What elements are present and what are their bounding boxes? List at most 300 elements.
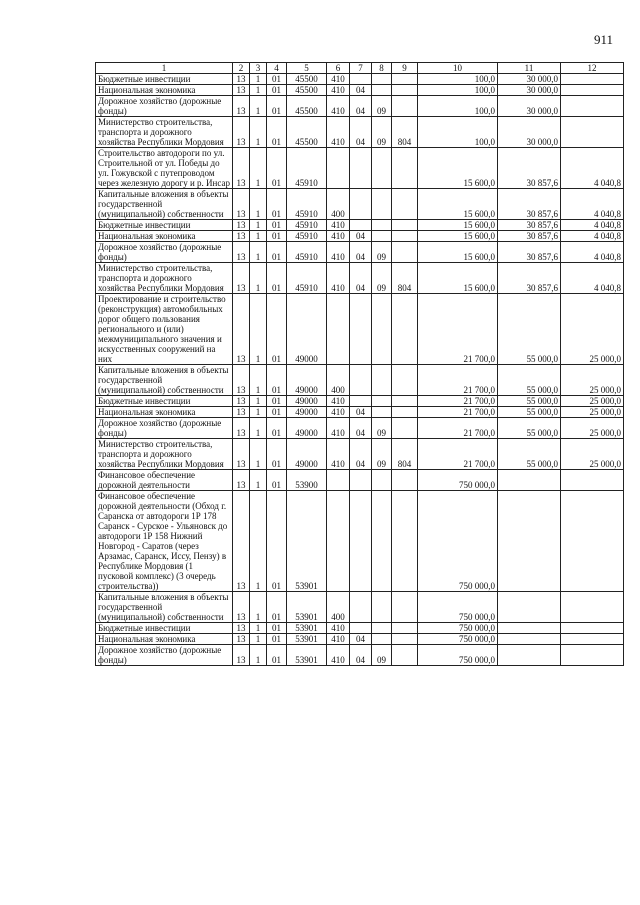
cell-col7 <box>350 189 372 220</box>
cell-col11: 30 000,0 <box>498 96 561 117</box>
cell-col10: 750 000,0 <box>418 623 498 634</box>
cell-col6: 410 <box>327 418 350 439</box>
cell-col3: 1 <box>250 263 267 294</box>
table-row <box>96 418 624 439</box>
cell-col10: 100,0 <box>418 96 498 117</box>
cell-col2: 13 <box>233 439 250 470</box>
cell-col10: 100,0 <box>418 85 498 96</box>
header-cell: 2 <box>233 63 250 74</box>
cell-col12: 25 000,0 <box>561 407 624 418</box>
cell-col11: 55 000,0 <box>498 418 561 439</box>
cell-col8 <box>372 407 392 418</box>
cell-col7: 04 <box>350 439 372 470</box>
row-name: Национальная экономика <box>96 85 233 96</box>
cell-col7 <box>350 74 372 85</box>
cell-col12 <box>561 96 624 117</box>
cell-col10: 15 600,0 <box>418 231 498 242</box>
page-number: 911 <box>593 32 613 47</box>
cell-col7: 04 <box>350 117 372 148</box>
cell-col9 <box>392 634 418 645</box>
cell-col7: 04 <box>350 231 372 242</box>
cell-col11: 55 000,0 <box>498 294 561 365</box>
cell-col4: 01 <box>267 407 287 418</box>
cell-col8 <box>372 634 392 645</box>
cell-col10: 750 000,0 <box>418 470 498 491</box>
cell-col3: 1 <box>250 189 267 220</box>
cell-col12: 4 040,8 <box>561 189 624 220</box>
table-row <box>96 645 624 666</box>
header-cell: 3 <box>250 63 267 74</box>
cell-col7 <box>350 592 372 623</box>
cell-col11: 30 000,0 <box>498 74 561 85</box>
cell-col8 <box>372 365 392 396</box>
row-name: Бюджетные инвестиции <box>96 396 233 407</box>
cell-col4: 01 <box>267 623 287 634</box>
cell-col4: 01 <box>267 231 287 242</box>
cell-col8 <box>372 74 392 85</box>
cell-col11 <box>498 634 561 645</box>
cell-col2: 13 <box>233 189 250 220</box>
cell-col6: 400 <box>327 189 350 220</box>
cell-col3: 1 <box>250 407 267 418</box>
table-row <box>96 117 624 148</box>
cell-col10: 21 700,0 <box>418 439 498 470</box>
cell-col8 <box>372 85 392 96</box>
table-row <box>96 148 624 189</box>
cell-col10: 21 700,0 <box>418 294 498 365</box>
table-row <box>96 407 624 418</box>
cell-col12: 25 000,0 <box>561 396 624 407</box>
cell-col2: 13 <box>233 623 250 634</box>
cell-col4: 01 <box>267 396 287 407</box>
table-row <box>96 189 624 220</box>
cell-col8 <box>372 470 392 491</box>
cell-col12 <box>561 645 624 666</box>
cell-col2: 13 <box>233 645 250 666</box>
cell-col12 <box>561 592 624 623</box>
cell-col12: 4 040,8 <box>561 231 624 242</box>
cell-col2: 13 <box>233 365 250 396</box>
cell-col12: 4 040,8 <box>561 242 624 263</box>
header-cell: 1 <box>96 63 233 74</box>
cell-col5: 45910 <box>287 263 327 294</box>
cell-col8 <box>372 491 392 592</box>
row-name: Финансовое обеспечение дорожной деятельности (Обход г. Саранска от автодороги 1Р 178 Саранск - Сурское - Ульяновск до автодороги 1Р 158 Нижний Новгород - Саратов (через Арзамас, Саранск, Иссу, Пензу) в Республике Мордовия (1 пусковой комплекс) (3 очередь строительства)) <box>96 491 233 592</box>
cell-col6: 410 <box>327 263 350 294</box>
cell-col10: 750 000,0 <box>418 634 498 645</box>
cell-col9: 804 <box>392 439 418 470</box>
table-row <box>96 439 624 470</box>
cell-col6: 410 <box>327 645 350 666</box>
cell-col8: 09 <box>372 418 392 439</box>
cell-col2: 13 <box>233 418 250 439</box>
cell-col5: 49000 <box>287 407 327 418</box>
header-cell: 11 <box>498 63 561 74</box>
cell-col12 <box>561 470 624 491</box>
cell-col2: 13 <box>233 470 250 491</box>
table-row <box>96 263 624 294</box>
row-name: Капитальные вложения в объекты государственной (муниципальной) собственности <box>96 592 233 623</box>
cell-col2: 13 <box>233 96 250 117</box>
cell-col4: 01 <box>267 294 287 365</box>
cell-col9 <box>392 623 418 634</box>
cell-col11: 30 857,6 <box>498 231 561 242</box>
cell-col4: 01 <box>267 645 287 666</box>
cell-col5: 53901 <box>287 623 327 634</box>
cell-col3: 1 <box>250 491 267 592</box>
cell-col10: 21 700,0 <box>418 396 498 407</box>
cell-col3: 1 <box>250 220 267 231</box>
cell-col6 <box>327 491 350 592</box>
cell-col4: 01 <box>267 148 287 189</box>
cell-col9: 804 <box>392 117 418 148</box>
cell-col10: 15 600,0 <box>418 263 498 294</box>
header-cell: 4 <box>267 63 287 74</box>
cell-col11: 55 000,0 <box>498 396 561 407</box>
cell-col8: 09 <box>372 96 392 117</box>
header-row <box>96 63 624 74</box>
cell-col10: 750 000,0 <box>418 491 498 592</box>
cell-col4: 01 <box>267 117 287 148</box>
table-row <box>96 85 624 96</box>
cell-col9 <box>392 407 418 418</box>
row-name: Министерство строительства, транспорта и дорожного хозяйства Республики Мордовия <box>96 439 233 470</box>
cell-col5: 45500 <box>287 74 327 85</box>
cell-col10: 15 600,0 <box>418 242 498 263</box>
row-name: Капитальные вложения в объекты государственной (муниципальной) собственности <box>96 189 233 220</box>
cell-col5: 49000 <box>287 439 327 470</box>
cell-col10: 15 600,0 <box>418 189 498 220</box>
cell-col4: 01 <box>267 74 287 85</box>
row-name: Капитальные вложения в объекты государственной (муниципальной) собственности <box>96 365 233 396</box>
cell-col12 <box>561 634 624 645</box>
cell-col5: 49000 <box>287 294 327 365</box>
cell-col8: 09 <box>372 242 392 263</box>
cell-col5: 45500 <box>287 85 327 96</box>
cell-col12: 25 000,0 <box>561 294 624 365</box>
cell-col10: 100,0 <box>418 117 498 148</box>
cell-col8 <box>372 623 392 634</box>
cell-col7 <box>350 623 372 634</box>
cell-col7: 04 <box>350 242 372 263</box>
cell-col5: 49000 <box>287 418 327 439</box>
cell-col9 <box>392 242 418 263</box>
table-row <box>96 634 624 645</box>
cell-col3: 1 <box>250 74 267 85</box>
cell-col5: 49000 <box>287 365 327 396</box>
header-cell: 10 <box>418 63 498 74</box>
table-row <box>96 294 624 365</box>
cell-col7 <box>350 220 372 231</box>
table-body <box>96 74 624 666</box>
cell-col8 <box>372 396 392 407</box>
cell-col8 <box>372 294 392 365</box>
cell-col7: 04 <box>350 96 372 117</box>
cell-col4: 01 <box>267 491 287 592</box>
row-name: Дорожное хозяйство (дорожные фонды) <box>96 645 233 666</box>
cell-col5: 49000 <box>287 396 327 407</box>
row-name: Дорожное хозяйство (дорожные фонды) <box>96 96 233 117</box>
cell-col6: 410 <box>327 96 350 117</box>
cell-col10: 15 600,0 <box>418 148 498 189</box>
cell-col12 <box>561 623 624 634</box>
cell-col2: 13 <box>233 231 250 242</box>
cell-col3: 1 <box>250 117 267 148</box>
table-row <box>96 220 624 231</box>
cell-col9 <box>392 96 418 117</box>
cell-col4: 01 <box>267 439 287 470</box>
cell-col5: 45910 <box>287 148 327 189</box>
cell-col7: 04 <box>350 418 372 439</box>
header-cell: 7 <box>350 63 372 74</box>
cell-col8 <box>372 189 392 220</box>
cell-col3: 1 <box>250 470 267 491</box>
cell-col9 <box>392 491 418 592</box>
cell-col8: 09 <box>372 117 392 148</box>
cell-col6: 410 <box>327 242 350 263</box>
cell-col8 <box>372 231 392 242</box>
cell-col5: 45500 <box>287 96 327 117</box>
cell-col9 <box>392 74 418 85</box>
cell-col2: 13 <box>233 396 250 407</box>
cell-col12 <box>561 85 624 96</box>
cell-col2: 13 <box>233 634 250 645</box>
cell-col10: 21 700,0 <box>418 407 498 418</box>
cell-col11: 30 857,6 <box>498 242 561 263</box>
header-cell: 5 <box>287 63 327 74</box>
cell-col6 <box>327 148 350 189</box>
cell-col4: 01 <box>267 242 287 263</box>
cell-col3: 1 <box>250 592 267 623</box>
header-cell: 6 <box>327 63 350 74</box>
cell-col9 <box>392 396 418 407</box>
cell-col4: 01 <box>267 189 287 220</box>
cell-col11: 30 000,0 <box>498 117 561 148</box>
cell-col3: 1 <box>250 96 267 117</box>
cell-col4: 01 <box>267 634 287 645</box>
cell-col10: 21 700,0 <box>418 365 498 396</box>
cell-col6: 410 <box>327 231 350 242</box>
cell-col9 <box>392 189 418 220</box>
cell-col7 <box>350 491 372 592</box>
cell-col6: 410 <box>327 85 350 96</box>
cell-col6 <box>327 294 350 365</box>
cell-col11 <box>498 623 561 634</box>
cell-col7: 04 <box>350 263 372 294</box>
cell-col3: 1 <box>250 365 267 396</box>
cell-col6: 410 <box>327 407 350 418</box>
cell-col5: 45910 <box>287 242 327 263</box>
cell-col11: 30 857,6 <box>498 148 561 189</box>
header-cell: 12 <box>561 63 624 74</box>
cell-col5: 53901 <box>287 645 327 666</box>
cell-col9 <box>392 294 418 365</box>
cell-col10: 100,0 <box>418 74 498 85</box>
cell-col4: 01 <box>267 263 287 294</box>
cell-col11: 30 857,6 <box>498 220 561 231</box>
cell-col6: 410 <box>327 220 350 231</box>
cell-col11: 30 857,6 <box>498 263 561 294</box>
cell-col11: 30 857,6 <box>498 189 561 220</box>
cell-col2: 13 <box>233 294 250 365</box>
cell-col5: 53900 <box>287 470 327 491</box>
cell-col6: 410 <box>327 74 350 85</box>
cell-col9 <box>392 231 418 242</box>
cell-col8 <box>372 592 392 623</box>
row-name: Национальная экономика <box>96 231 233 242</box>
cell-col12: 25 000,0 <box>561 418 624 439</box>
cell-col5: 45910 <box>287 231 327 242</box>
cell-col8: 09 <box>372 263 392 294</box>
cell-col8 <box>372 220 392 231</box>
row-name: Дорожное хозяйство (дорожные фонды) <box>96 242 233 263</box>
cell-col9 <box>392 220 418 231</box>
cell-col9 <box>392 148 418 189</box>
cell-col4: 01 <box>267 418 287 439</box>
cell-col2: 13 <box>233 117 250 148</box>
cell-col3: 1 <box>250 231 267 242</box>
cell-col7: 04 <box>350 85 372 96</box>
cell-col6 <box>327 470 350 491</box>
table-row <box>96 231 624 242</box>
cell-col2: 13 <box>233 263 250 294</box>
row-name: Дорожное хозяйство (дорожные фонды) <box>96 418 233 439</box>
cell-col2: 13 <box>233 85 250 96</box>
cell-col11: 30 000,0 <box>498 85 561 96</box>
cell-col6: 410 <box>327 396 350 407</box>
cell-col5: 45910 <box>287 189 327 220</box>
cell-col11 <box>498 645 561 666</box>
cell-col3: 1 <box>250 396 267 407</box>
row-name: Министерство строительства, транспорта и дорожного хозяйства Республики Мордовия <box>96 263 233 294</box>
table-row <box>96 365 624 396</box>
cell-col4: 01 <box>267 220 287 231</box>
row-name: Национальная экономика <box>96 634 233 645</box>
cell-col10: 21 700,0 <box>418 418 498 439</box>
row-name: Строительство автодороги по ул. Строительной от ул. Победы до ул. Гожувской с путепроводом через железную дорогу и р. Инсар <box>96 148 233 189</box>
cell-col12 <box>561 74 624 85</box>
cell-col11 <box>498 592 561 623</box>
row-name: Бюджетные инвестиции <box>96 74 233 85</box>
table-row <box>96 491 624 592</box>
cell-col9 <box>392 365 418 396</box>
cell-col7: 04 <box>350 407 372 418</box>
cell-col6: 410 <box>327 439 350 470</box>
header-cell: 9 <box>392 63 418 74</box>
cell-col6: 400 <box>327 592 350 623</box>
cell-col11 <box>498 491 561 592</box>
cell-col3: 1 <box>250 623 267 634</box>
cell-col5: 53901 <box>287 491 327 592</box>
cell-col7 <box>350 294 372 365</box>
cell-col10: 15 600,0 <box>418 220 498 231</box>
cell-col9 <box>392 645 418 666</box>
cell-col4: 01 <box>267 85 287 96</box>
cell-col7 <box>350 470 372 491</box>
table-row <box>96 96 624 117</box>
table-row <box>96 623 624 634</box>
cell-col6: 410 <box>327 623 350 634</box>
cell-col3: 1 <box>250 439 267 470</box>
row-name: Финансовое обеспечение дорожной деятельности <box>96 470 233 491</box>
cell-col2: 13 <box>233 242 250 263</box>
cell-col5: 45910 <box>287 220 327 231</box>
table-row <box>96 592 624 623</box>
cell-col6: 400 <box>327 365 350 396</box>
cell-col2: 13 <box>233 148 250 189</box>
cell-col12: 25 000,0 <box>561 365 624 396</box>
row-name: Проектирование и строительство (реконструкция) автомобильных дорог общего пользования регионального и (или) межмуниципального значения и искусственных сооружений на них <box>96 294 233 365</box>
cell-col3: 1 <box>250 242 267 263</box>
table-row <box>96 470 624 491</box>
cell-col2: 13 <box>233 220 250 231</box>
cell-col9 <box>392 592 418 623</box>
budget-table <box>95 62 624 666</box>
cell-col10: 750 000,0 <box>418 592 498 623</box>
table-header <box>96 63 624 74</box>
cell-col3: 1 <box>250 634 267 645</box>
cell-col7 <box>350 396 372 407</box>
cell-col4: 01 <box>267 470 287 491</box>
cell-col11: 55 000,0 <box>498 407 561 418</box>
cell-col11: 55 000,0 <box>498 439 561 470</box>
cell-col7: 04 <box>350 645 372 666</box>
cell-col12: 4 040,8 <box>561 148 624 189</box>
cell-col3: 1 <box>250 294 267 365</box>
cell-col12: 25 000,0 <box>561 439 624 470</box>
cell-col4: 01 <box>267 592 287 623</box>
cell-col3: 1 <box>250 418 267 439</box>
cell-col9 <box>392 85 418 96</box>
table-row <box>96 74 624 85</box>
cell-col12: 4 040,8 <box>561 220 624 231</box>
cell-col8: 09 <box>372 645 392 666</box>
cell-col8 <box>372 148 392 189</box>
cell-col2: 13 <box>233 491 250 592</box>
cell-col6: 410 <box>327 634 350 645</box>
cell-col11 <box>498 470 561 491</box>
row-name: Бюджетные инвестиции <box>96 220 233 231</box>
cell-col5: 53901 <box>287 592 327 623</box>
table-row <box>96 396 624 407</box>
cell-col6: 410 <box>327 117 350 148</box>
cell-col9 <box>392 418 418 439</box>
header-cell: 8 <box>372 63 392 74</box>
cell-col8: 09 <box>372 439 392 470</box>
cell-col12 <box>561 117 624 148</box>
cell-col9 <box>392 470 418 491</box>
cell-col2: 13 <box>233 407 250 418</box>
cell-col2: 13 <box>233 592 250 623</box>
cell-col4: 01 <box>267 365 287 396</box>
cell-col9: 804 <box>392 263 418 294</box>
cell-col3: 1 <box>250 148 267 189</box>
cell-col7: 04 <box>350 634 372 645</box>
cell-col2: 13 <box>233 74 250 85</box>
row-name: Национальная экономика <box>96 407 233 418</box>
table-row <box>96 242 624 263</box>
cell-col11: 55 000,0 <box>498 365 561 396</box>
cell-col10: 750 000,0 <box>418 645 498 666</box>
cell-col7 <box>350 148 372 189</box>
row-name: Бюджетные инвестиции <box>96 623 233 634</box>
cell-col12: 4 040,8 <box>561 263 624 294</box>
cell-col3: 1 <box>250 645 267 666</box>
cell-col5: 45500 <box>287 117 327 148</box>
cell-col5: 53901 <box>287 634 327 645</box>
cell-col4: 01 <box>267 96 287 117</box>
cell-col7 <box>350 365 372 396</box>
